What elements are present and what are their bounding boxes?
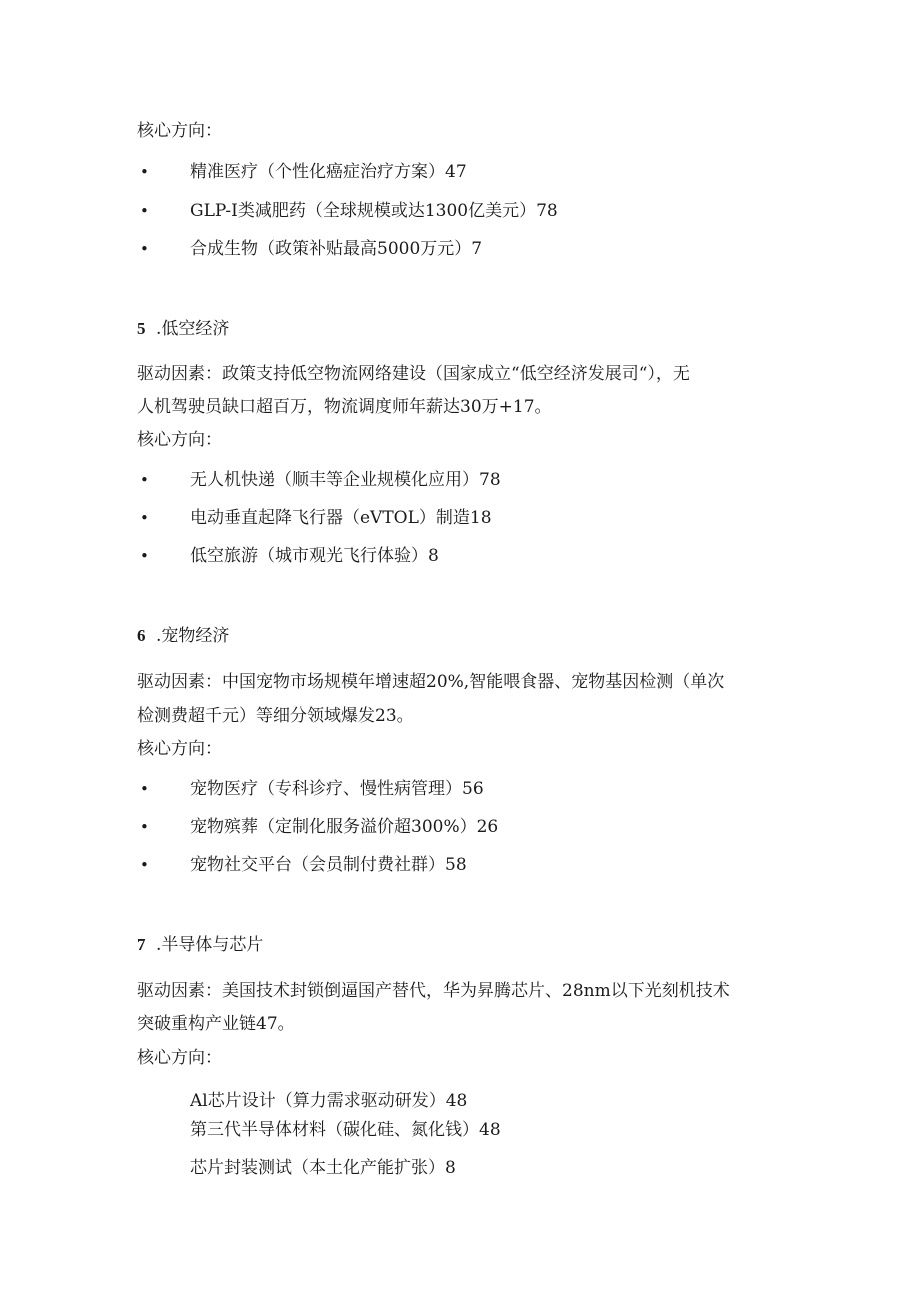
section-title: .半导体与芯片: [156, 935, 264, 955]
list-item: Al芯片设计（算力需求驱动研发）48: [190, 1091, 468, 1111]
list-item: 宠物殡葬（定制化服务溢价超300%）26: [190, 817, 499, 837]
bullet-icon: •: [140, 780, 149, 798]
section-number: 5: [137, 319, 146, 338]
list-item: 电动垂直起降飞行器（eVTOL）制造18: [190, 508, 492, 528]
list-item: 精准医疗（个性化癌症治疗方案）47: [190, 162, 467, 182]
bullet-icon: •: [140, 240, 149, 258]
driver-text-line: 人机驾驶员缺口超百万，物流调度师年薪达30万+17。: [137, 397, 552, 417]
section-title: .宠物经济: [156, 626, 230, 646]
section-number: 6: [137, 626, 146, 645]
bullet-icon: •: [140, 202, 149, 220]
bullet-icon: •: [140, 818, 149, 836]
driver-text-line: 驱动因素：政策支持低空物流网络建设（国家成立“低空经济发展司“），无: [137, 364, 690, 384]
section-number: 7: [137, 935, 146, 954]
core-direction-label: 核心方向：: [137, 121, 222, 141]
list-item: GLP-I类减肥药（全球规模或达1300亿美元）78: [190, 201, 558, 221]
driver-text-line: 检测费超千元）等细分领域爆发23。: [137, 706, 414, 726]
list-item: 无人机快递（顺丰等企业规模化应用）78: [190, 470, 501, 490]
bullet-icon: •: [140, 547, 149, 565]
list-item: 低空旅游（城市观光飞行体验）8: [190, 546, 439, 566]
core-direction-label: 核心方向：: [137, 430, 222, 450]
driver-text-line: 驱动因素：中国宠物市场规模年增速超20%,智能喂食器、宠物基因检测（单次: [137, 672, 725, 692]
driver-text-line: 驱动因素：美国技术封锁倒逼国产替代，华为昇腾芯片、28nm以下光刻机技术: [137, 981, 730, 1001]
driver-text-line: 突破重构产业链47。: [137, 1014, 295, 1034]
bullet-icon: •: [140, 163, 149, 181]
bullet-icon: •: [140, 509, 149, 527]
list-item: 芯片封装测试（本土化产能扩张）8: [190, 1158, 456, 1178]
list-item: 宠物社交平台（会员制付费社群）58: [190, 855, 467, 875]
list-item: 宠物医疗（专科诊疗、慢性病管理）56: [190, 779, 484, 799]
list-item: 第三代半导体材料（碳化硅、氮化钱）48: [190, 1120, 501, 1140]
core-direction-label: 核心方向：: [137, 739, 222, 759]
list-item: 合成生物（政策补贴最高5000万元）7: [190, 239, 483, 259]
bullet-icon: •: [140, 856, 149, 874]
bullet-icon: •: [140, 471, 149, 489]
core-direction-label: 核心方向：: [137, 1048, 222, 1068]
section-title: .低空经济: [156, 319, 230, 339]
